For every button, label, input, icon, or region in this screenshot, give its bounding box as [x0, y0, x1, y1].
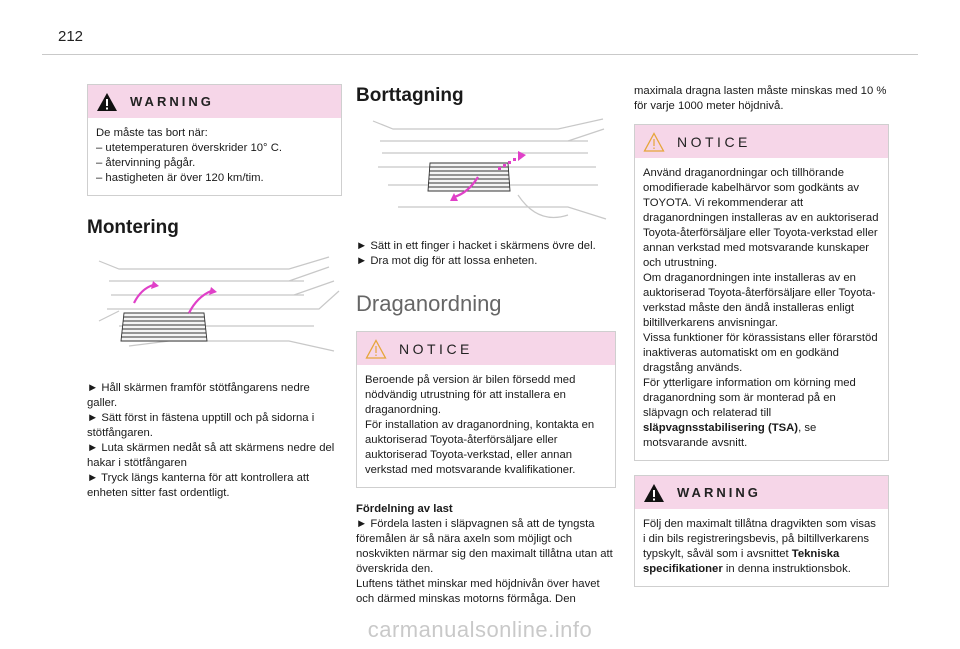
- montering-steps: [87, 381, 342, 501]
- notice-box-1: [356, 331, 616, 488]
- notice-header: [357, 332, 615, 365]
- watermark: carmanualsonline.info: [367, 617, 593, 642]
- load-text: ► Fördela lasten i släpvagnen så att de tyngsta föremålen är så nära axeln som möjligt och noskvikten närmar sig den maximalt tillåtna utan att överskrida den. Luftens täthet minskar med höjdnivån över havet och därmed minskas motorns förmåga. Den: [356, 518, 613, 605]
- warning-title: WARNING: [130, 94, 214, 109]
- warning-body: [635, 509, 888, 586]
- montering-heading: Montering: [87, 217, 179, 238]
- notice-text: Beroende på version är bilen försedd med nödvändig utrustning för att installera en draganordning. För installation av draganordning, kontakta en auktoriserad Toyota-återförsäljare eller auktoriserad Toyota-verkstad, eller annan verkstad med motsvarande kvalifikationer.: [365, 374, 595, 476]
- notice-title: NOTICE: [399, 340, 473, 357]
- column-3: [634, 84, 889, 587]
- grille-mount-image: [89, 251, 344, 363]
- notice-bold: släpvagnsstabilisering (TSA): [643, 422, 799, 434]
- warning-bold: Tekniska specifikationer: [643, 548, 840, 575]
- notice-header: [635, 125, 888, 158]
- warning-header: [88, 85, 341, 118]
- draganordning-title: Draganordning: [356, 291, 502, 316]
- page-number: 212: [58, 28, 84, 45]
- notice-triangle-icon: [643, 132, 665, 152]
- intro-text: maximala dragna lasten måste minskas med 10 % för varje 1000 meter höjdnivå.: [634, 85, 887, 112]
- column-1: [87, 84, 342, 501]
- montering-illustration: [89, 251, 342, 363]
- notice-body: [357, 365, 615, 487]
- load-heading: Fördelning av last: [356, 503, 453, 515]
- notice-triangle-icon: [365, 339, 387, 359]
- montering-steps-text: ► Håll skärmen framför stötfångarens nedre galler. ► Sätt först in fästena upptill och på sidorna i stötfångaren. ► Luta skärmen nedåt så att skärmens nedre del hakar i stötfångaren ► Tryck längs kanterna för att kontrollera att enheten sitter fast ordentligt.: [87, 382, 335, 499]
- notice-box-2: [634, 124, 889, 461]
- warning-text-a: Följ den maximalt tillåtna dragvikten som visas i din bils registreringsbevis, på biltillverkarens typskylt, såväl som i avsnittet: [643, 518, 876, 560]
- borttagning-illustration: [368, 115, 616, 225]
- warning-text-b: in denna instruktionsbok.: [722, 563, 851, 575]
- warning-header: [635, 476, 888, 509]
- notice-text-a: Använd draganordningar och tillhörande omodifierade kabelhärvor som godkänts av TOYOTA. Vi rekommenderar att draganordningen installeras av en auktoriserad Toyota-återförsäljare eller Toyota-verkstad eller annan verkstad med motsvarande kunskaper och utrustning. Om draganordningen inte installeras av en auktoriserad Toyota-återförsäljare eller Toyota-verkstad måste den ändå installeras enligt biltillverkarens anvisningar. Vissa funktioner för körassistans eller förarstöd inaktiveras automatiskt om en godkänd dragstång används. För ytterligare information om körning med draganordning som är monterad på en släpvagn och relaterad till: [643, 167, 879, 419]
- borttagning-steps-text: ► Sätt in ett finger i hacket i skärmens övre del. ► Dra mot dig för att lossa enheten.: [356, 240, 596, 267]
- header-rule: [42, 54, 918, 55]
- warning-title: WARNING: [677, 485, 761, 500]
- grille-remove-image: [368, 115, 608, 225]
- column-2: [356, 84, 616, 607]
- borttagning-steps: [356, 239, 616, 269]
- load-section: [356, 502, 616, 607]
- notice-body: [635, 158, 888, 460]
- warning-body: [88, 118, 341, 195]
- warning-triangle-icon: [643, 483, 665, 503]
- borttagning-heading: Borttagning: [356, 85, 464, 106]
- notice-title: NOTICE: [677, 133, 751, 150]
- warning-text: De måste tas bort när: – utetemperaturen överskrider 10° C. – återvinning pågår. – hastigheten är över 120 km/tim.: [96, 127, 282, 184]
- notice-text-b: , se motsvarande avsnitt.: [643, 422, 817, 449]
- warning-box-2: [634, 475, 889, 587]
- warning-triangle-icon: [96, 92, 118, 112]
- warning-box: [87, 84, 342, 196]
